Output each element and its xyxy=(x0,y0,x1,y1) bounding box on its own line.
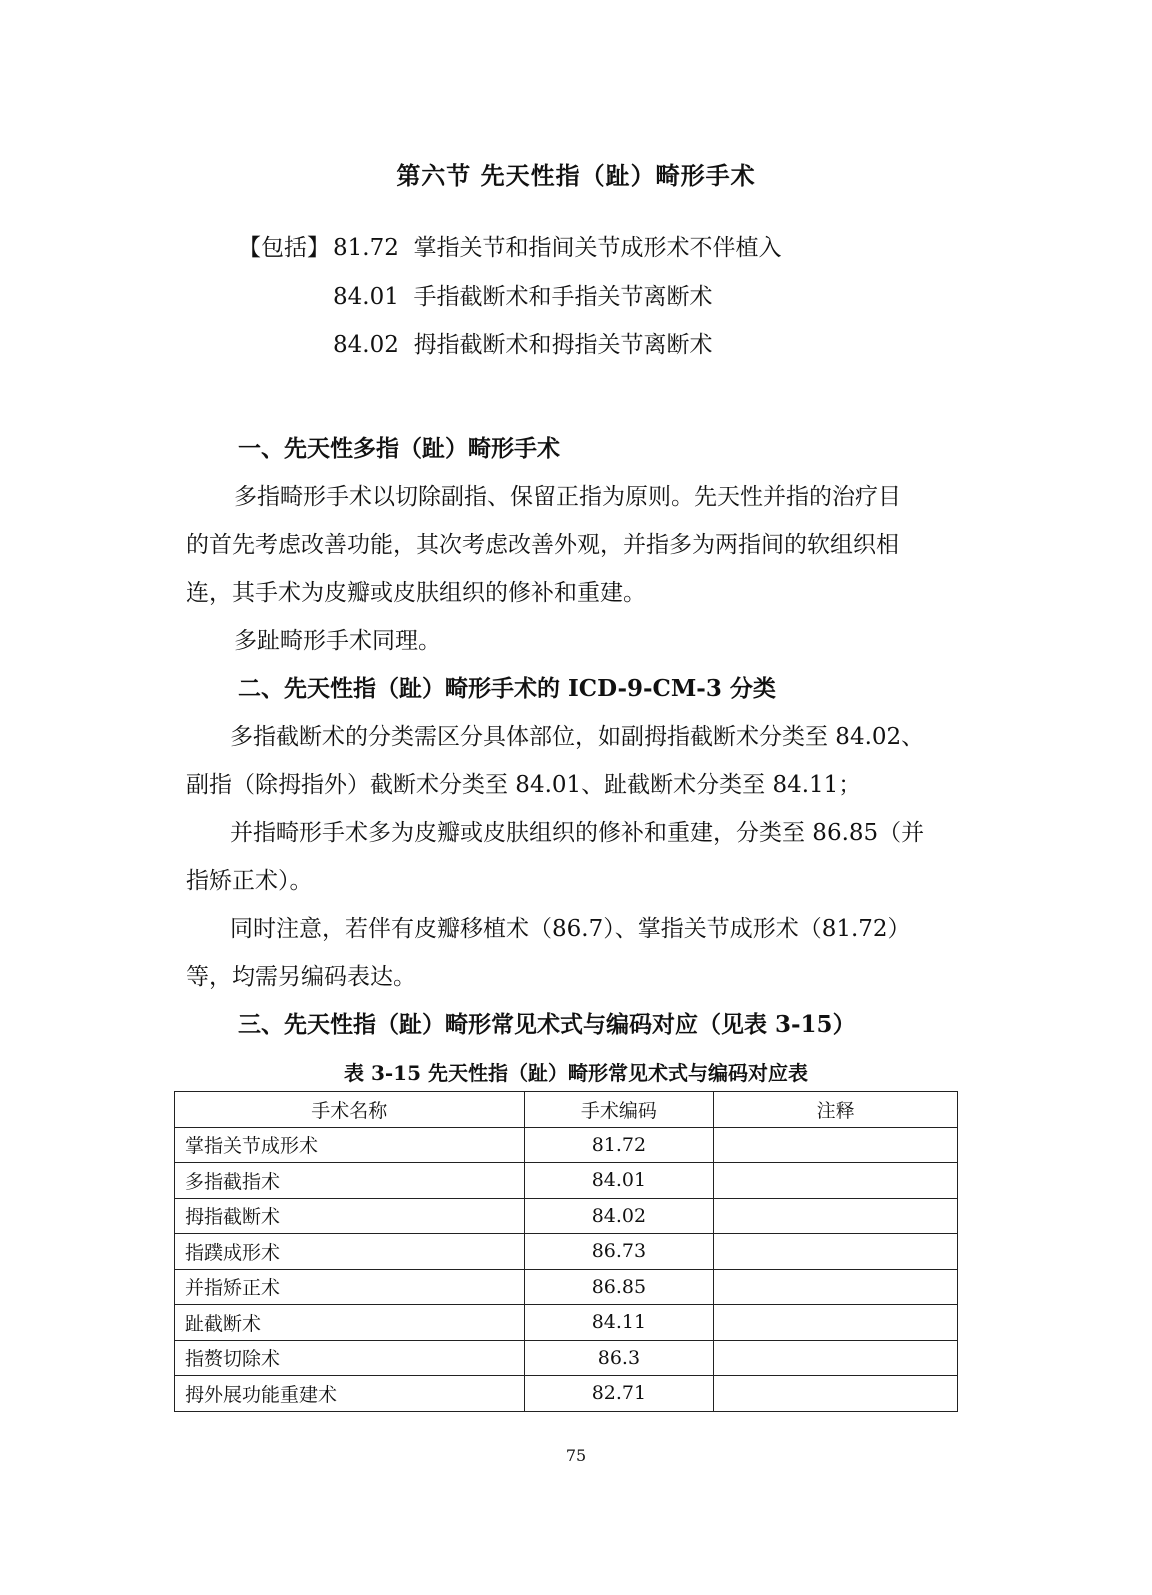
para-line: 等，均需另编码表达。 xyxy=(186,964,416,990)
cell-procedure-name: 多指截指术 xyxy=(175,1163,525,1199)
cell-notes xyxy=(714,1269,958,1305)
header-procedure-name: 手术名称 xyxy=(175,1092,525,1128)
header-procedure-code: 手术编码 xyxy=(524,1092,714,1128)
cell-procedure-code: 84.01 xyxy=(524,1163,714,1199)
include-code: 81.72 xyxy=(333,235,399,261)
procedure-code-table xyxy=(174,1091,958,1412)
cell-procedure-code: 86.73 xyxy=(524,1234,714,1270)
include-code: 84.01 xyxy=(333,284,399,310)
include-text: 掌指关节和指间关节成形术不伴植入 xyxy=(413,235,782,261)
cell-procedure-code: 82.71 xyxy=(524,1376,714,1412)
cell-notes xyxy=(714,1340,958,1376)
para-line: 多指截断术的分类需区分具体部位，如副拇指截断术分类至 84.02、 xyxy=(230,724,925,750)
heading-2: 二、先天性指（趾）畸形手术的 ICD-9-CM-3 分类 xyxy=(238,675,776,702)
table-row xyxy=(175,1269,958,1305)
cell-notes xyxy=(714,1127,958,1163)
table-row xyxy=(175,1376,958,1412)
table-row xyxy=(175,1127,958,1163)
cell-procedure-name: 掌指关节成形术 xyxy=(175,1127,525,1163)
table-header-row xyxy=(175,1092,958,1128)
table-row xyxy=(175,1340,958,1376)
include-text: 拇指截断术和拇指关节离断术 xyxy=(413,332,713,358)
cell-notes xyxy=(714,1198,958,1234)
cell-procedure-name: 指赘切除术 xyxy=(175,1340,525,1376)
cell-procedure-name: 趾截断术 xyxy=(175,1305,525,1341)
para-line: 并指畸形手术多为皮瓣或皮肤组织的修补和重建，分类至 86.85（并 xyxy=(230,820,925,846)
table-row xyxy=(175,1163,958,1199)
para-line: 指矫正术）。 xyxy=(186,868,313,894)
cell-procedure-name: 并指矫正术 xyxy=(175,1269,525,1305)
cell-procedure-code: 86.85 xyxy=(524,1269,714,1305)
include-code: 84.02 xyxy=(333,332,399,358)
cell-procedure-code: 81.72 xyxy=(524,1127,714,1163)
para-line: 的首先考虑改善功能，其次考虑改善外观，并指多为两指间的软组织相 xyxy=(186,532,899,558)
para-line: 多趾畸形手术同理。 xyxy=(234,628,441,654)
table-row xyxy=(175,1305,958,1341)
cell-procedure-name: 拇外展功能重建术 xyxy=(175,1376,525,1412)
cell-procedure-code: 84.02 xyxy=(524,1198,714,1234)
cell-procedure-code: 86.3 xyxy=(524,1340,714,1376)
para-line: 副指（除拇指外）截断术分类至 84.01、趾截断术分类至 84.11； xyxy=(186,772,862,798)
includes-label: 【包括】 xyxy=(238,235,330,261)
include-item xyxy=(333,326,712,359)
para-line: 连，其手术为皮瓣或皮肤组织的修补和重建。 xyxy=(186,580,646,606)
cell-procedure-name: 指蹼成形术 xyxy=(175,1234,525,1270)
cell-procedure-code: 84.11 xyxy=(524,1305,714,1341)
include-text: 手指截断术和手指关节离断术 xyxy=(413,284,713,310)
table-row xyxy=(175,1234,958,1270)
cell-procedure-name: 拇指截断术 xyxy=(175,1198,525,1234)
table-caption: 表 3-15 先天性指（趾）畸形常见术式与编码对应表 xyxy=(344,1061,808,1085)
heading-3: 三、先天性指（趾）畸形常见术式与编码对应（见表 3-15） xyxy=(238,1011,856,1038)
para-line: 同时注意，若伴有皮瓣移植术（86.7）、掌指关节成形术（81.72） xyxy=(230,916,911,942)
page-number: 75 xyxy=(565,1446,587,1465)
include-item xyxy=(333,229,781,262)
section-title: 第六节 先天性指（趾）畸形手术 xyxy=(396,161,756,190)
heading-1: 一、先天性多指（趾）畸形手术 xyxy=(238,435,560,462)
cell-notes xyxy=(714,1234,958,1270)
cell-notes xyxy=(714,1305,958,1341)
cell-notes xyxy=(714,1163,958,1199)
header-notes: 注释 xyxy=(714,1092,958,1128)
cell-notes xyxy=(714,1376,958,1412)
table-row xyxy=(175,1198,958,1234)
include-item xyxy=(333,278,712,311)
para-line: 多指畸形手术以切除副指、保留正指为原则。先天性并指的治疗目 xyxy=(234,484,901,510)
